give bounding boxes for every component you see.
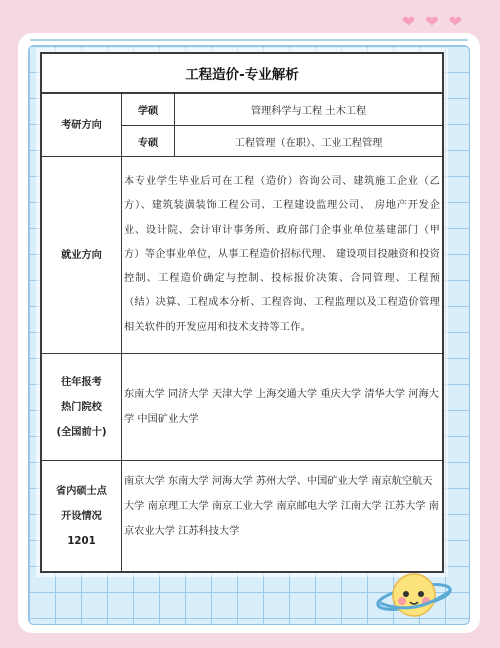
professional-master-label: 专硕 xyxy=(122,126,175,157)
province-master-text: 南京大学 东南大学 河海大学 苏州大学、中国矿业大学 南京航空航天大学 南京理工大学 南京工业大学 南京邮电大学 江南大学 江苏大学 南京农业大学 江苏科技大学 xyxy=(122,461,443,572)
info-table xyxy=(41,53,443,572)
province-row xyxy=(42,461,443,572)
heart-icon: ❤ xyxy=(448,12,462,31)
popular-schools-text: 东南大学 同济大学 天津大学 上海交通大学 重庆大学 清华大学 河海大学 中国矿业大学 xyxy=(122,354,443,461)
title-row xyxy=(42,54,443,94)
popular-schools-row xyxy=(42,354,443,461)
employment-direction-label: 就业方向 xyxy=(42,157,122,354)
popular-schools-label xyxy=(42,354,122,461)
research-direction-label: 考研方向 xyxy=(42,93,122,157)
planet-sticker-icon xyxy=(374,565,454,625)
academic-master-value: 管理科学与工程 土木工程 xyxy=(175,93,443,126)
heart-icon: ❤ xyxy=(425,12,439,31)
label-line: 省内硕士点 xyxy=(56,485,107,497)
label-line: (全国前十) xyxy=(56,426,107,438)
label-line: 1201 xyxy=(67,535,96,547)
province-master-label xyxy=(42,461,122,572)
academic-master-label: 学硕 xyxy=(122,93,175,126)
label-line: 往年报考 xyxy=(61,376,102,388)
professional-master-value: 工程管理（在职）、工业工程管理 xyxy=(175,126,443,157)
major-info-table xyxy=(40,52,444,573)
research-row-academic xyxy=(42,93,443,126)
label-line: 开设情况 xyxy=(61,510,102,522)
page-title: 工程造价-专业解析 xyxy=(42,54,443,94)
card-divider xyxy=(30,39,468,41)
label-line: 热门院校 xyxy=(61,401,102,413)
heart-icon: ❤ xyxy=(401,12,416,31)
employment-row xyxy=(42,157,443,354)
heart-decoration xyxy=(402,14,462,30)
employment-direction-text: 本专业学生毕业后可在工程（造价）咨询公司、建筑施工企业（乙方）、建筑装潢装饰工程公司、工程建设监理公司、 房地产开发企业、设计院、会计审计事务所、政府部门企事业单位基建部门（甲方）等企事业单位，从事工程造价招标代理、 建设项目投融资和投资控制、工程造价确定与控制、投标报价决策、合同管理、工程预（结）决算、工程成本分析、工程咨询、工程监理以及工程造价管理相关软件的开发应用和技术支持等工作。 xyxy=(122,157,443,354)
